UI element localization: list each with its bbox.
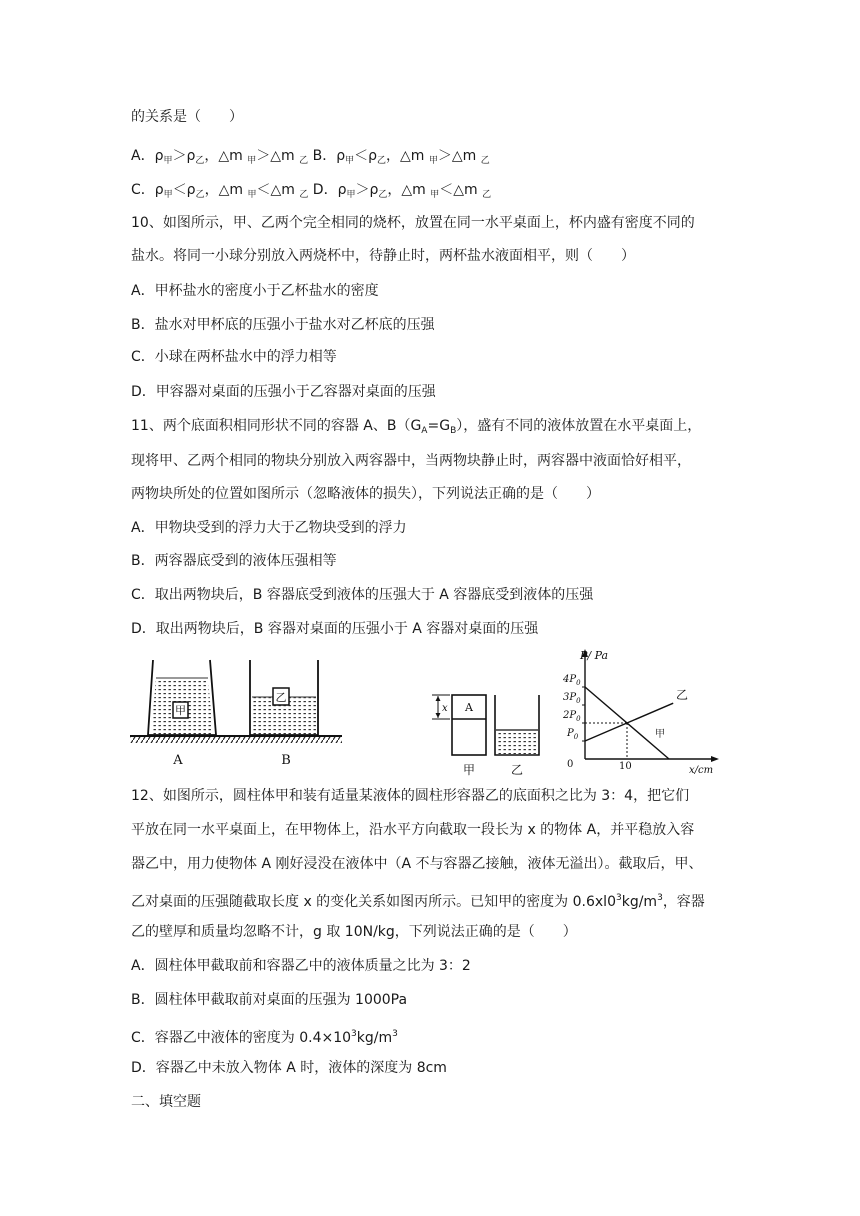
question-12-stem-cont: 乙对桌面的压强随截取长度 x 的变化关系如图丙所示。已知甲的密度为 $0.6xl0^3kg/m^3$，容器 — [131, 893, 705, 910]
ground-hatch — [130, 736, 342, 743]
option-d: D．取出两物块后，B 容器对桌面的压强小于 A 容器对桌面的压强 — [131, 621, 539, 637]
option-c: C．小球在两杯盐水中的浮力相等 — [131, 349, 337, 365]
y-tick-p0: $P_0$ — [567, 728, 579, 741]
question-10-stem: 10、如图所示，甲、乙两个完全相同的烧杯，放置在同一水平桌面上，杯内盛有密度不同的 — [131, 215, 695, 231]
line-yi-label: 乙 — [676, 688, 689, 702]
x-tick-10: 10 — [619, 761, 632, 772]
question-12-stem-cont: 平放在同一水平桌面上，在甲物体上，沿水平方向截取一段长为 x 的物体 A，并平稳放入容 — [131, 822, 695, 838]
option-d: D．甲容器对桌面的压强小于乙容器对桌面的压强 — [131, 384, 436, 400]
figure-11-containers — [128, 652, 350, 772]
option-line-cd: C．$\rho_甲<\rho_乙$，△m $_甲$＜△m $_乙$ D．$\rho_甲>\rho_乙$，△m $_甲$＜△m $_乙$ — [131, 182, 492, 200]
option-a: A．圆柱体甲截取前和容器乙中的液体质量之比为 3：2 — [131, 958, 471, 974]
y-tick-3p0: $3P_0$ — [563, 692, 581, 705]
line-jia-label: 甲 — [655, 729, 665, 740]
y-tick-4p0: $4P_0$ — [563, 674, 581, 687]
container-a-label: A — [173, 753, 183, 768]
option-line-ab: A．$\rho_甲>\rho_乙$，△m $_甲$＞△m $_乙$ B．$\rho_甲<\rho_乙$，△m $_甲$＞△m $_乙$ — [131, 148, 490, 166]
pressure-graph — [555, 645, 725, 777]
figure-12-objects — [428, 680, 558, 780]
jia-label: 甲 — [462, 763, 476, 777]
question-12-stem-cont: 器乙中，用力使物体 A 刚好浸没在液体中（A 不与容器乙接触，液体无溢出）。截取后，甲、 — [131, 856, 703, 872]
block-jia — [173, 702, 188, 718]
y-tick-2p0: $2P_0$ — [563, 710, 581, 723]
question-11-stem: 11、两个底面积相同形状不同的容器 A、$B(G_A=G_B)$，盛有不同的液体放置在水平桌面上， — [131, 418, 702, 436]
text-line: 的关系是（ ） — [131, 109, 243, 125]
option-b: B．盐水对甲杯底的压强小于盐水对乙杯底的压强 — [131, 317, 435, 333]
block-a-label: A — [465, 701, 473, 714]
question-10-stem-cont: 盐水。将同一小球分别放入两烧杯中，待静止时，两杯盐水液面相平，则（ ） — [131, 248, 635, 264]
option-b: B．圆柱体甲截取前对桌面的压强为 1000Pa — [131, 992, 408, 1008]
container-b-label: B — [281, 753, 291, 768]
option-c: C．取出两物块后，B 容器底受到液体的压强大于 A 容器底受到液体的压强 — [131, 587, 594, 603]
option-a: A．甲杯盐水的密度小于乙杯盐水的密度 — [131, 283, 379, 299]
section-heading: 二、填空题 — [131, 1094, 201, 1110]
x-axis-label: x/cm — [689, 765, 714, 776]
y-axis-label: P/ Pa — [580, 649, 609, 662]
option-a: A．甲物块受到的浮力大于乙物块受到的浮力 — [131, 520, 407, 536]
block-yi — [273, 688, 289, 705]
origin-label: 0 — [567, 759, 574, 770]
container-yi-liquid — [496, 730, 538, 754]
question-12-stem-cont: 乙的壁厚和质量均忽略不计，g 取 10N/kg，下列说法正确的是（ ） — [131, 924, 577, 940]
option-b: B．两容器底受到的液体压强相等 — [131, 553, 337, 569]
question-11-stem-cont: 两物块所处的位置如图所示（忽略液体的损失），下列说法正确的是（ ） — [131, 486, 600, 502]
option-c: C．容器乙中液体的密度为 $0.4\times 10^3kg/m^3$ — [131, 1029, 398, 1046]
question-11-stem-cont: 现将甲、乙两个相同的物块分别放入两容器中，当两物块静止时，两容器中液面恰好相平， — [131, 453, 691, 469]
question-12-stem: 12、如图所示，圆柱体甲和装有适量某液体的圆柱形容器乙的底面积之比为 3：4，把它们 — [131, 788, 690, 804]
svg-text:甲: 甲 — [175, 704, 186, 717]
yi-label: 乙 — [510, 763, 524, 777]
svg-text:乙: 乙 — [275, 691, 287, 704]
option-d: D．容器乙中未放入物体 A 时，液体的深度为 8cm — [131, 1060, 447, 1076]
x-label: x — [442, 703, 448, 714]
